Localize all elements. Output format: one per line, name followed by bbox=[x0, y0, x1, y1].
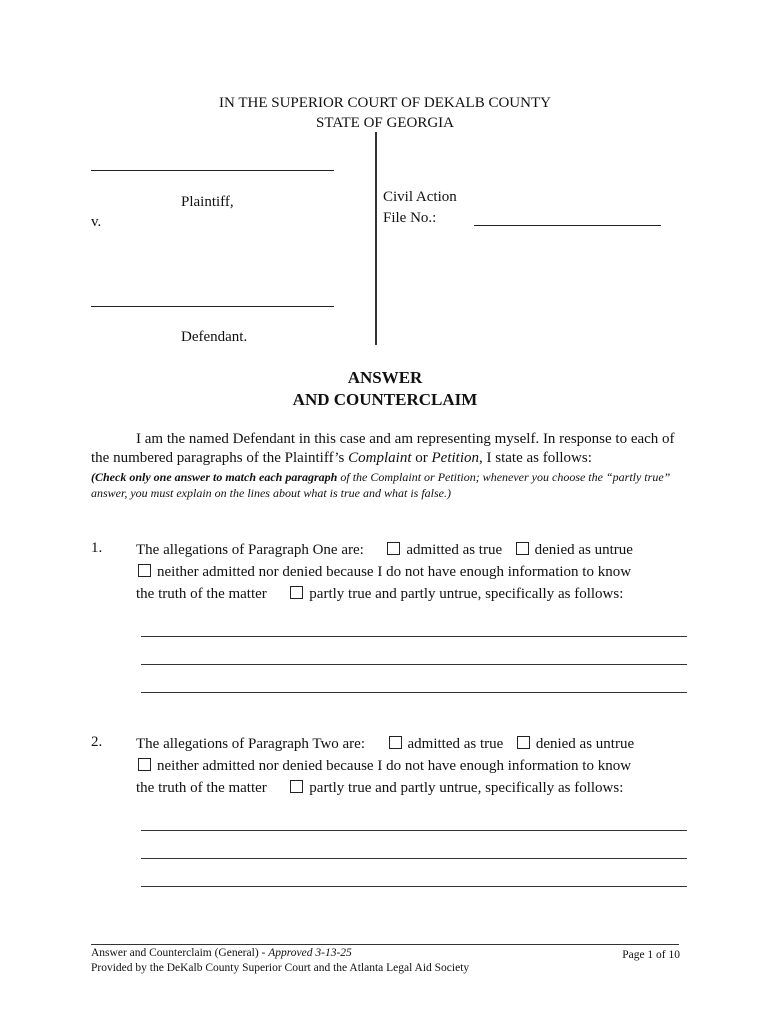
p2-partly-label: partly true and partly untrue, specifically as follows: bbox=[309, 780, 624, 796]
page-number: Page 1 of 10 bbox=[622, 949, 680, 961]
checkbox-p2-denied[interactable] bbox=[517, 736, 530, 749]
checkbox-p2-neither[interactable] bbox=[138, 758, 151, 771]
footer-provided-by: Provided by the DeKalb County Superior Court and the Atlanta Legal Aid Society bbox=[91, 962, 470, 974]
p1-admitted-label: admitted as true bbox=[406, 542, 503, 558]
instructions bbox=[91, 469, 686, 501]
title-line-1: ANSWER bbox=[347, 368, 423, 387]
intro-complaint: Complaint bbox=[348, 450, 412, 466]
p2-answer-line-3[interactable] bbox=[141, 886, 687, 887]
court-heading bbox=[0, 93, 770, 133]
court-state: STATE OF GEORGIA bbox=[316, 115, 454, 131]
plaintiff-name-line[interactable] bbox=[91, 170, 334, 171]
caption-divider bbox=[375, 132, 377, 345]
p1-neither-label: neither admitted nor denied because I do not have enough information to know bbox=[157, 564, 632, 580]
checkbox-p1-denied[interactable] bbox=[516, 542, 529, 555]
p1-answer-line-2[interactable] bbox=[141, 664, 687, 665]
instructions-bold: (Check only one answer to match each paragraph bbox=[91, 470, 338, 484]
intro-petition: Petition bbox=[431, 450, 479, 466]
paragraph-2-lead: The allegations of Paragraph Two are: bbox=[136, 736, 366, 752]
intro-text-1: I am the named Defendant in this case and am representing myself. In response to each of the numbered paragraphs of the Plaintiff’s bbox=[91, 431, 675, 466]
intro-or: or bbox=[411, 450, 432, 466]
p2-answer-line-2[interactable] bbox=[141, 858, 687, 859]
checkbox-p1-admitted[interactable] bbox=[387, 542, 400, 555]
paragraph-2-number: 2. bbox=[91, 734, 103, 750]
paragraph-1-lead: The allegations of Paragraph One are: bbox=[136, 542, 364, 558]
checkbox-p2-partly[interactable] bbox=[290, 780, 303, 793]
p2-answer-line-1[interactable] bbox=[141, 830, 687, 831]
footer-approved: Approved 3-13-25 bbox=[268, 947, 352, 959]
p1-truth-label: the truth of the matter bbox=[136, 586, 267, 602]
plaintiff-label: Plaintiff, bbox=[181, 194, 234, 210]
file-no-line[interactable] bbox=[474, 225, 661, 226]
defendant-label: Defendant. bbox=[181, 329, 248, 345]
intro-paragraph bbox=[91, 430, 686, 468]
p2-truth-label: the truth of the matter bbox=[136, 780, 267, 796]
footer-form-title: Answer and Counterclaim (General) - bbox=[91, 947, 269, 959]
intro-text-2: , I state as follows: bbox=[479, 450, 592, 466]
p2-denied-label: denied as untrue bbox=[535, 736, 635, 752]
instructions-rest: of the Complaint or Petition; whenever you choose the “partly true” answer, you must explain on the lines about what is true and what is false.) bbox=[91, 470, 671, 500]
file-no-label: File No.: bbox=[383, 210, 437, 226]
versus-label: v. bbox=[91, 214, 102, 230]
p1-answer-line-1[interactable] bbox=[141, 636, 687, 637]
court-name: IN THE SUPERIOR COURT OF DEKALB COUNTY bbox=[219, 95, 551, 111]
p1-denied-label: denied as untrue bbox=[534, 542, 633, 558]
p1-partly-label: partly true and partly untrue, specifically as follows: bbox=[309, 586, 624, 602]
p2-admitted-label: admitted as true bbox=[407, 736, 504, 752]
civil-action-label: Civil Action bbox=[383, 189, 457, 205]
footer-form-name bbox=[91, 946, 352, 960]
checkbox-p1-neither[interactable] bbox=[138, 564, 151, 577]
paragraph-1-block bbox=[136, 539, 696, 605]
p2-neither-label: neither admitted nor denied because I do not have enough information to know bbox=[157, 758, 632, 774]
checkbox-p1-partly[interactable] bbox=[290, 586, 303, 599]
paragraph-1-number: 1. bbox=[91, 540, 103, 556]
defendant-name-line[interactable] bbox=[91, 306, 334, 307]
paragraph-2-block bbox=[136, 733, 696, 799]
document-title bbox=[0, 367, 770, 411]
footer-rule bbox=[91, 944, 679, 945]
p1-answer-line-3[interactable] bbox=[141, 692, 687, 693]
title-line-2: AND COUNTERCLAIM bbox=[292, 390, 478, 409]
checkbox-p2-admitted[interactable] bbox=[389, 736, 402, 749]
